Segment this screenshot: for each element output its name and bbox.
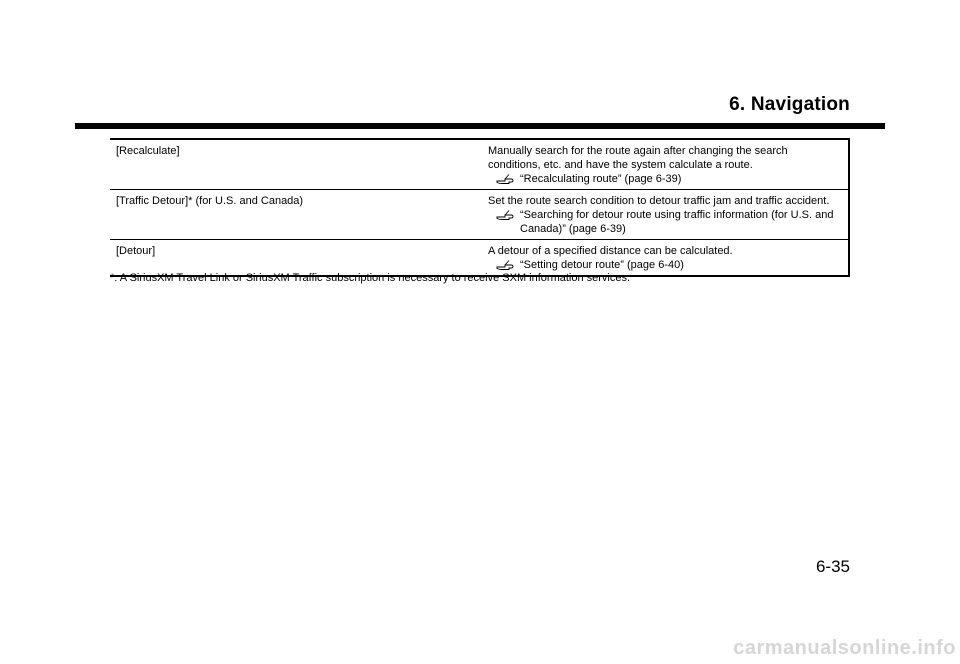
row-description: Set the route search condition to detour traffic jam and traffic accident. (488, 195, 830, 207)
page-reference (488, 208, 842, 236)
pointing-hand-icon (496, 259, 516, 271)
page-reference (488, 172, 842, 186)
row-description-cell (482, 240, 848, 275)
pointing-hand-icon (496, 173, 516, 185)
table-row (110, 189, 848, 239)
row-description: A detour of a specified distance can be calculated. (488, 245, 733, 257)
table-row (110, 239, 848, 275)
watermark: carmanualsonline.info (733, 637, 956, 659)
section-title: 6. Navigation (729, 94, 850, 115)
reference-text: “Searching for detour route using traffic information (for U.S. and Canada)” (page 6-39) (520, 209, 834, 235)
row-description-cell (482, 190, 848, 239)
row-description: Manually search for the route again after changing the search conditions, etc. and have the system calculate a route. (488, 145, 788, 171)
reference-text: “Recalculating route” (page 6-39) (520, 173, 682, 185)
footnote: *: A SiriusXM Travel Link or SiriusXM Traffic subscription is necessary to receive SXM information services. (110, 272, 631, 284)
row-label: [Recalculate] (116, 145, 180, 157)
page-number: 6-35 (815, 557, 850, 576)
settings-table (110, 138, 850, 277)
pointing-hand-icon (496, 209, 516, 221)
reference-text: “Setting detour route” (page 6-40) (520, 259, 684, 271)
row-label: [Traffic Detour]* (for U.S. and Canada) (116, 195, 304, 207)
table-row (110, 140, 848, 189)
header-rule (75, 123, 885, 129)
row-description-cell (482, 140, 848, 189)
row-label: [Detour] (116, 245, 156, 257)
page-reference (488, 258, 842, 272)
